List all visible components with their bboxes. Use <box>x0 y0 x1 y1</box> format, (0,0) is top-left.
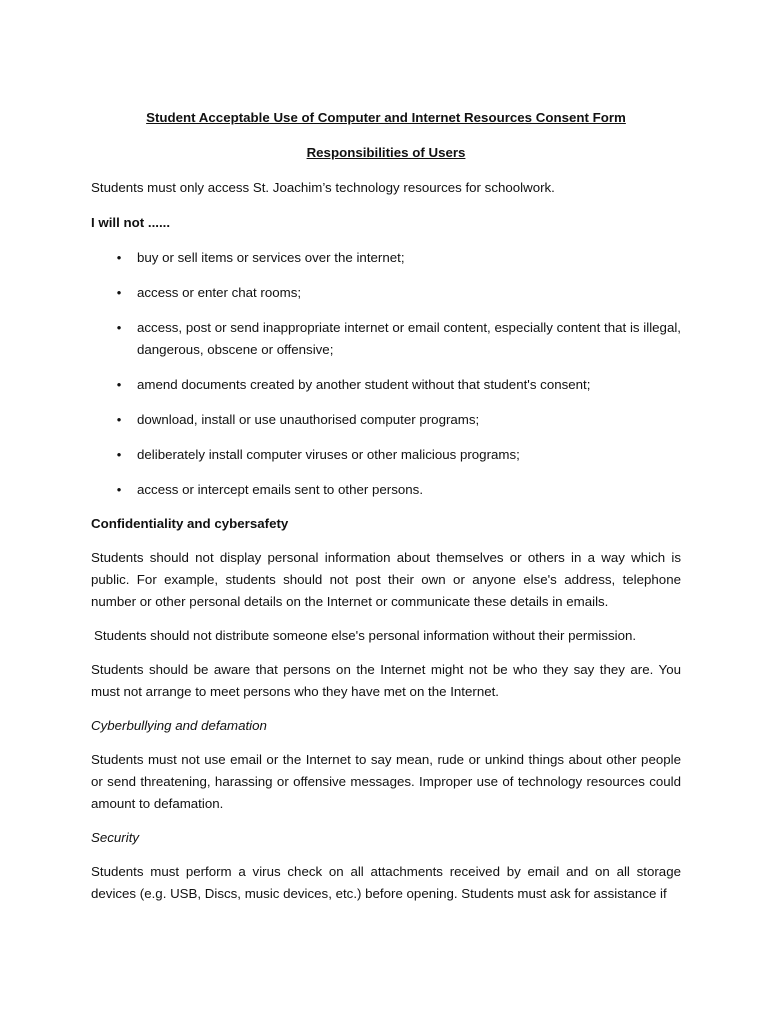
list-item-text: buy or sell items or services over the internet; <box>137 250 405 265</box>
list-item <box>91 444 681 466</box>
list-item-text: download, install or use unauthorised computer programs; <box>137 412 480 427</box>
confidentiality-paragraph-3: Students should be aware that persons on the Internet might not be who they say they are. You must not arrange to meet persons who they have met on the Internet. <box>91 662 681 699</box>
document-page <box>91 107 681 905</box>
bullet-icon: • <box>116 377 122 392</box>
list-item <box>91 247 681 269</box>
intro-paragraph: Students must only access St. Joachim’s technology resources for schoolwork. <box>91 180 555 195</box>
security-heading: Security <box>91 830 140 845</box>
list-item <box>91 409 681 431</box>
cyberbullying-paragraph: Students must not use email or the Internet to say mean, rude or unkind things about other people or send threatening, harassing or offensive messages. Improper use of technology resources could amount to defamation. <box>91 752 681 811</box>
confidentiality-heading: Confidentiality and cybersafety <box>91 516 289 531</box>
document-title: Student Acceptable Use of Computer and Internet Resources Consent Form <box>146 110 626 125</box>
cyberbullying-heading: Cyberbullying and defamation <box>91 718 267 733</box>
bullet-icon: • <box>116 447 122 462</box>
bullet-icon: • <box>116 250 122 265</box>
list-item-text: access or intercept emails sent to other persons. <box>137 482 424 497</box>
list-item <box>91 282 681 304</box>
confidentiality-paragraph-2: Students should not distribute someone else's personal information without their permission. <box>94 628 637 643</box>
bullet-icon: • <box>116 285 122 300</box>
security-paragraph: Students must perform a virus check on all attachments received by email and on all storage devices (e.g. USB, Discs, music devices, etc.) before opening. Students must ask for assistance if <box>91 864 681 901</box>
list-item <box>91 317 681 361</box>
confidentiality-paragraph-1: Students should not display personal information about themselves or others in a way which is public. For example, students should not post their own or anyone else's address, telephone number or other personal details on the Internet or communicate these details in emails. <box>91 550 681 609</box>
will-not-list <box>91 247 681 501</box>
list-item-text: access or enter chat rooms; <box>137 285 302 300</box>
bullet-icon: • <box>116 412 122 427</box>
list-item <box>91 479 681 501</box>
document-subtitle: Responsibilities of Users <box>306 145 466 160</box>
list-item-text: access, post or send inappropriate internet or email content, especially content that is illegal, dangerous, obscene or offensive; <box>137 320 681 357</box>
list-item-text: amend documents created by another student without that student's consent; <box>137 377 591 392</box>
bullet-icon: • <box>116 320 122 335</box>
list-item-text: deliberately install computer viruses or other malicious programs; <box>137 447 520 462</box>
will-not-heading: I will not ...... <box>91 215 171 230</box>
bullet-icon: • <box>116 482 122 497</box>
list-item <box>91 374 681 396</box>
